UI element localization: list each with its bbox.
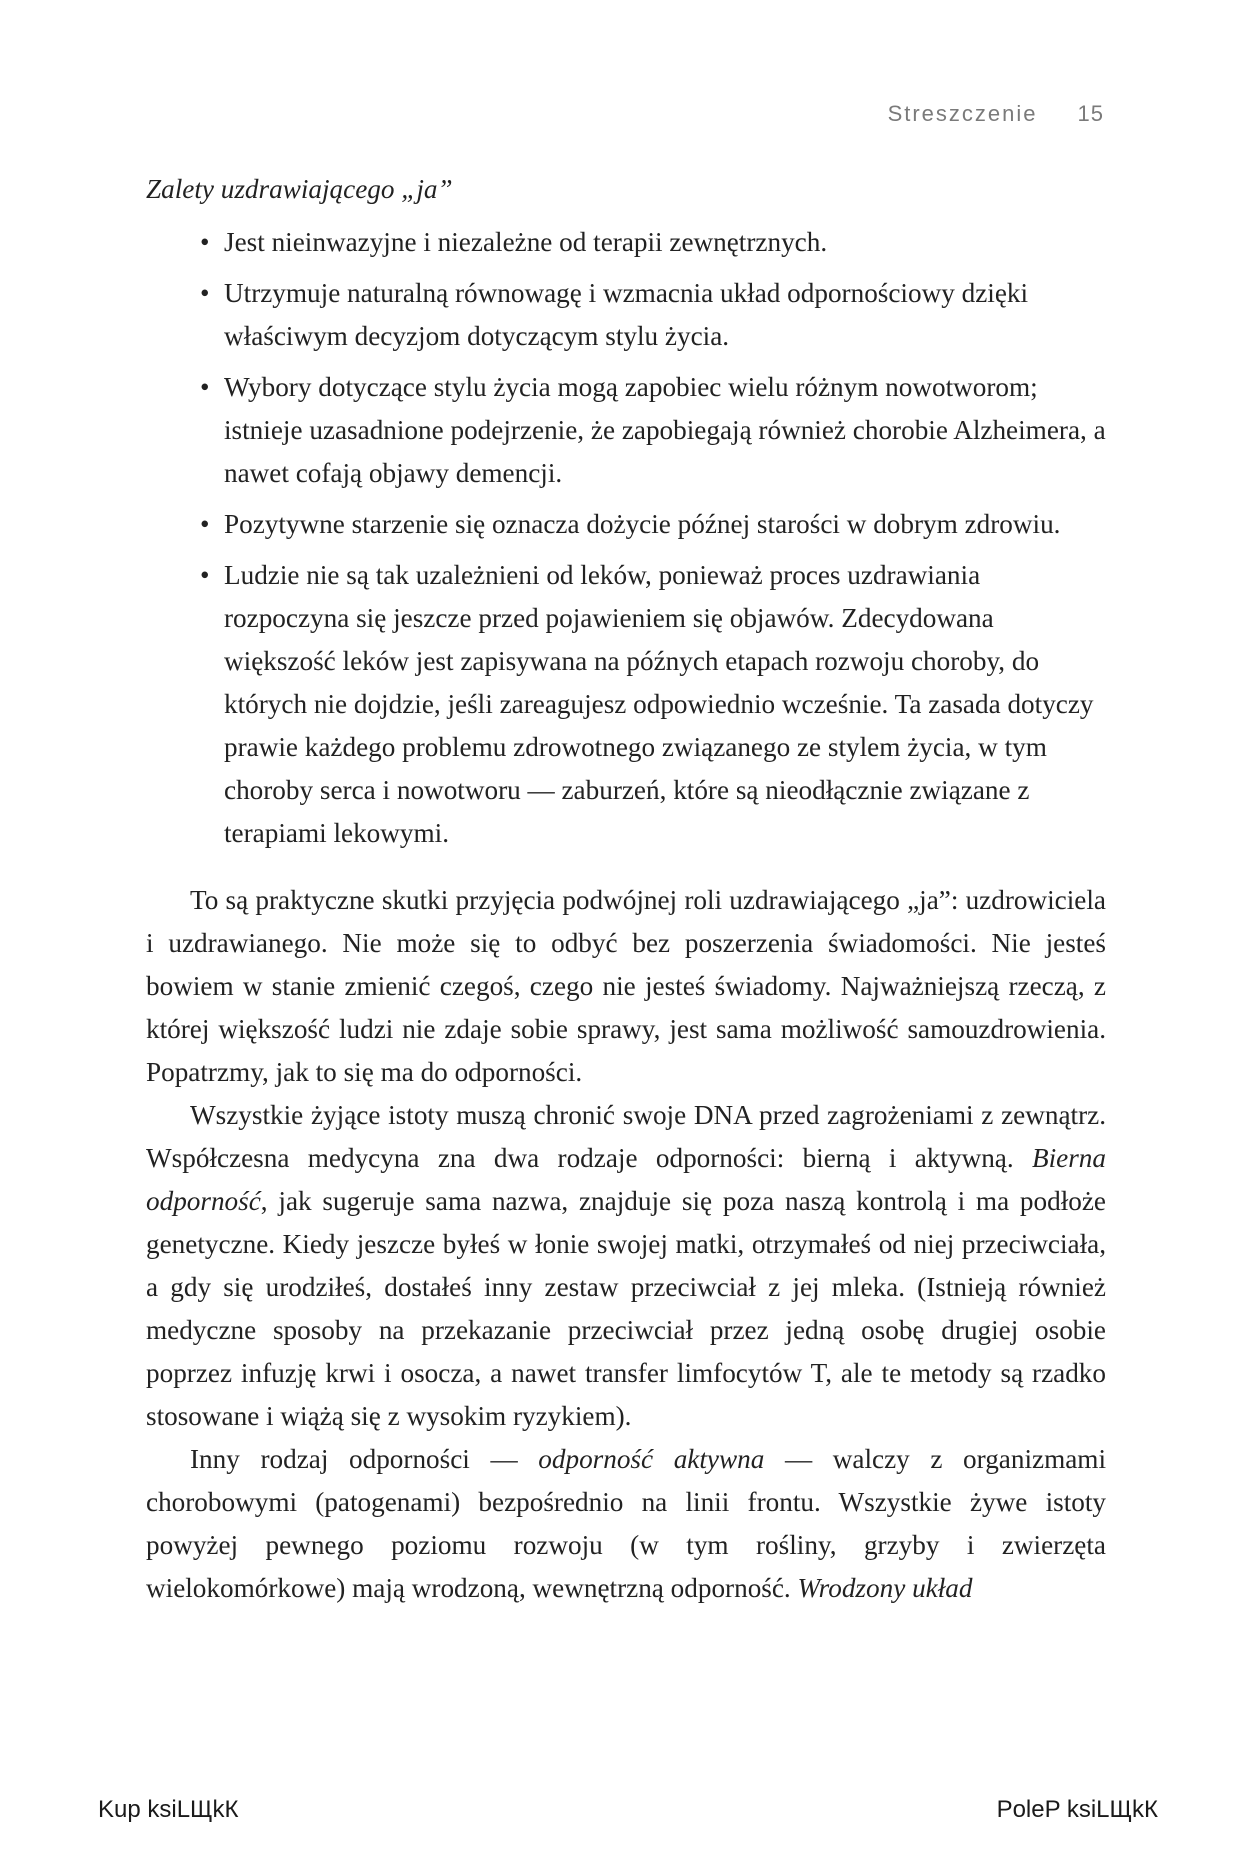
list-item-text: Ludzie nie są tak uzależnieni od leków, ponieważ proces uzdrawiania rozpoczyna się jeszcze przed pojawieniem się objawów. Zdecydowana większość leków jest zapisywana na późnych etapach rozwoju choroby, do których nie dojdzie, jeśli zareagujesz odpowiednio wcześnie. Ta zasada dotyczy prawie każdego problemu zdrowotnego związanego ze stylem życia, w tym choroby serca i nowotworu — zaburzeń, które są nieodłącznie związane z terapiami lekowymi. — [224, 560, 1094, 848]
emphasis-term: odporność aktywna — [538, 1444, 765, 1474]
paragraph-text: — walczy z organizmami chorobowymi (patogenami) bezpośrednio na linii frontu. Wszystkie żywe istoty powyżej pewnego poziomu rozwoju (w tym rośliny, grzyby i zwierzęta wielokomórkowe) mają wrodzoną, wewnętrzną odporność. — [146, 1444, 1106, 1603]
bullet-icon: • — [200, 560, 210, 590]
running-head — [888, 101, 1104, 127]
body-paragraph: To są praktyczne skutki przyjęcia podwójnej roli uzdrawiającego „ja”: uzdrowiciela i uzdrawianego. Nie może się to odbyć bez poszerzenia świadomości. Nie jesteś bowiem w stanie zmienić czegoś, czego nie jesteś świadomy. Najważniejszą rzeczą, z której większość ludzi nie zdaje sobie sprawy, jest sama możliwość samouzdrowienia. Popatrzmy, jak to się ma do odporności. — [146, 885, 1106, 1087]
list-item-text: Utrzymuje naturalną równowagę i wzmacnia układ odpornościowy dzięki właściwym decyzjom dotyczącym stylu życia. — [224, 278, 1029, 351]
paragraph-text: Inny rodzaj odporności — — [190, 1444, 539, 1474]
list-item — [200, 554, 1106, 855]
list-item — [200, 503, 1106, 546]
list-item-text: Wybory dotyczące stylu życia mogą zapobiec wielu różnym nowotworom; istnieje uzasadnione podejrzenie, że zapobiegają również chorobie Alzheimera, a nawet cofają objawy demencji. — [224, 372, 1106, 488]
body-paragraph — [146, 1094, 1106, 1438]
page-body — [146, 168, 1106, 1610]
footer-recommend-book-link[interactable]: PoleP ksiLЩkК — [996, 1796, 1158, 1823]
list-item-text: Pozytywne starzenie się oznacza dożycie późnej starości w dobrym zdrowiu. — [224, 509, 1061, 539]
section-name: Streszczenie — [887, 101, 1038, 126]
page-number: 15 — [1077, 101, 1104, 126]
emphasis-term: Bierna odporność — [146, 1143, 1106, 1216]
bullet-icon: • — [200, 372, 210, 402]
bullet-icon: • — [200, 278, 210, 308]
paragraph-text: Wszystkie żyjące istoty muszą chronić swoje DNA przed zagrożeniami z zewnątrz. Współczesna medycyna zna dwa rodzaje odporności: bierną i aktywną. — [146, 1100, 1106, 1173]
body-paragraph — [146, 1438, 1106, 1610]
list-item — [200, 221, 1106, 264]
advantages-list — [146, 221, 1106, 855]
paragraph-text: , jak sugeruje sama nazwa, znajduje się poza naszą kontrolą i ma podłoże genetyczne. Kiedy jeszcze byłeś w łonie swojej matki, otrzymałeś od niej przeciwciała, a gdy się urodziłeś, dostałeś inny zestaw przeciwciał z jej mleka. (Istnieją również medyczne sposoby na przekazanie przeciwciał przez jedną osobę drugiej osobie poprzez infuzję krwi i osocza, a nawet transfer limfocytów T, ale te metody są rzadko stosowane i wiążą się z wysokim ryzykiem). — [146, 1186, 1106, 1431]
footer-buy-book-link[interactable]: Kup ksiLЩkК — [98, 1796, 239, 1823]
bullet-icon: • — [200, 227, 210, 257]
list-item — [200, 272, 1106, 358]
bullet-icon: • — [200, 509, 210, 539]
emphasis-term: Wrodzony układ — [797, 1573, 973, 1603]
list-item-text: Jest nieinwazyjne i niezależne od terapii zewnętrznych. — [224, 227, 828, 257]
section-title: Zalety uzdrawiającego „ja” — [146, 174, 453, 204]
list-item — [200, 366, 1106, 495]
